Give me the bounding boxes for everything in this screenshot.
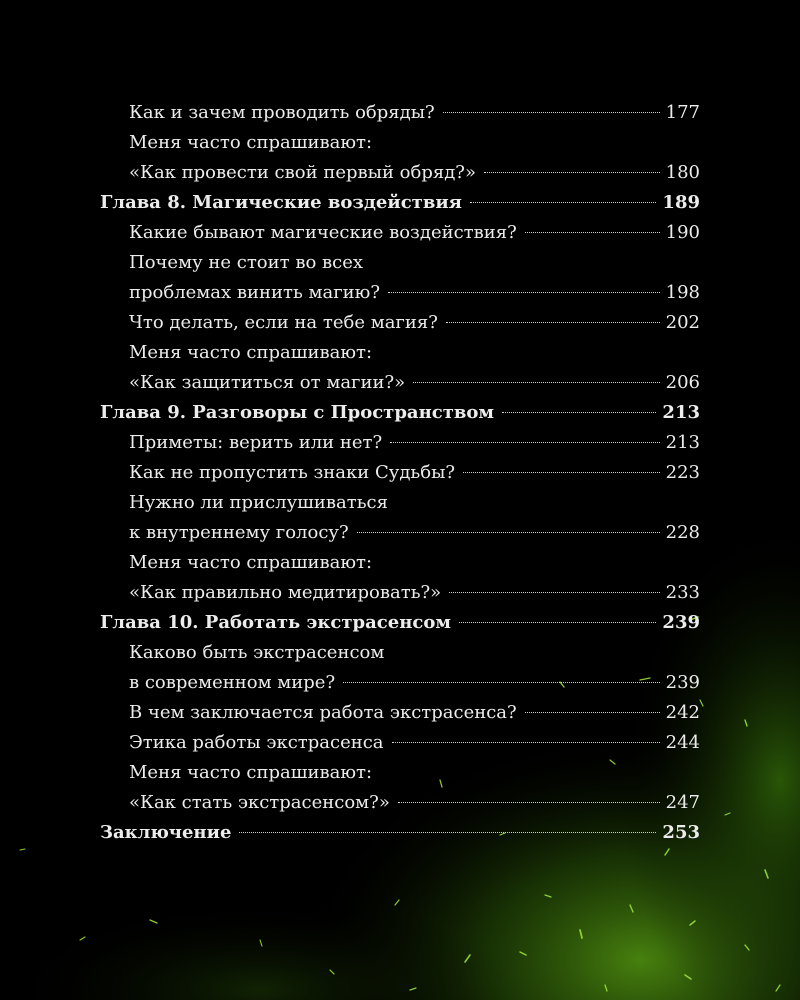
toc-entry-row [100, 128, 700, 158]
dot-leader [446, 322, 660, 323]
toc-entry-row [100, 428, 700, 458]
toc-entry-row [100, 488, 700, 518]
entry-title: «Как защититься от магии?» [129, 372, 406, 393]
entry-title: Нужно ли прислушиваться [129, 492, 388, 513]
toc-entry-row [100, 338, 700, 368]
dot-leader [388, 292, 660, 293]
entry-title: Приметы: верить или нет? [129, 432, 383, 453]
page-number: 177 [665, 102, 700, 123]
page-number: 213 [665, 432, 700, 453]
dot-leader [357, 532, 660, 533]
entry-title: «Как правильно медитировать?» [129, 582, 442, 603]
entry-title: Как и зачем проводить обряды? [129, 102, 435, 123]
page-number: 189 [662, 192, 700, 213]
entry-title: Какие бывают магические воздействия? [129, 222, 517, 243]
toc-entry-row [100, 728, 700, 758]
toc-entry-row [100, 248, 700, 278]
page-number: 242 [665, 702, 700, 723]
dot-leader [525, 232, 660, 233]
page-number: 253 [662, 822, 700, 843]
toc-entry-row [100, 548, 700, 578]
entry-title: В чем заключается работа экстрасенса? [129, 702, 517, 723]
toc-chapter-row [100, 188, 700, 218]
toc-entry-row [100, 518, 700, 548]
dot-leader [392, 742, 660, 743]
entry-title: Как не пропустить знаки Судьбы? [129, 462, 456, 483]
page-number: 190 [665, 222, 700, 243]
chapter-title: Заключение [100, 822, 232, 843]
dot-leader [443, 112, 660, 113]
page-number: 180 [665, 162, 700, 183]
entry-title: Меня часто спрашивают: [129, 552, 373, 573]
toc-chapter-row [100, 398, 700, 428]
entry-title: к внутреннему голосу? [129, 522, 349, 543]
dot-leader [459, 622, 656, 623]
page-number: 223 [665, 462, 700, 483]
page-number: 202 [665, 312, 700, 333]
entry-title: Меня часто спрашивают: [129, 342, 373, 363]
dot-leader [390, 442, 660, 443]
dot-leader [525, 712, 660, 713]
entry-title: Меня часто спрашивают: [129, 132, 373, 153]
entry-title: Почему не стоит во всех [129, 252, 364, 273]
toc-chapter-row [100, 608, 700, 638]
toc-entry-row [100, 638, 700, 668]
toc-chapter-row [100, 818, 700, 848]
entry-title: «Как провести свой первый обряд?» [129, 162, 476, 183]
entry-title: в современном мире? [129, 672, 336, 693]
dot-leader [239, 832, 656, 833]
toc-entry-row [100, 788, 700, 818]
toc-entry-row [100, 758, 700, 788]
toc-entry-row [100, 368, 700, 398]
chapter-title: Глава 10. Работать экстрасенсом [100, 612, 451, 633]
chapter-title: Глава 9. Разговоры с Пространством [100, 402, 495, 423]
toc-entry-row [100, 578, 700, 608]
dot-leader [398, 802, 660, 803]
toc-entry-row [100, 98, 700, 128]
page-number: 206 [665, 372, 700, 393]
page-number: 247 [665, 792, 700, 813]
entry-title: Каково быть экстрасенсом [129, 642, 385, 663]
page-number: 233 [665, 582, 700, 603]
page-number: 239 [665, 672, 700, 693]
toc-entry-row [100, 218, 700, 248]
toc-entry-row [100, 158, 700, 188]
page-number: 239 [662, 612, 700, 633]
entry-title: Что делать, если на тебе магия? [129, 312, 438, 333]
page-number: 244 [665, 732, 700, 753]
toc-entry-row [100, 698, 700, 728]
toc-entry-row [100, 458, 700, 488]
dot-leader [502, 412, 656, 413]
page-number: 228 [665, 522, 700, 543]
dot-leader [470, 202, 656, 203]
entry-title: проблемах винить магию? [129, 282, 380, 303]
page-number: 213 [662, 402, 700, 423]
toc-entry-row [100, 308, 700, 338]
table-of-contents [100, 98, 700, 848]
dot-leader [484, 172, 660, 173]
dot-leader [413, 382, 660, 383]
entry-title: Этика работы экстрасенса [129, 732, 384, 753]
chapter-title: Глава 8. Магические воздействия [100, 192, 462, 213]
toc-entry-row [100, 668, 700, 698]
toc-entry-row [100, 278, 700, 308]
dot-leader [463, 472, 660, 473]
page-number: 198 [665, 282, 700, 303]
dot-leader [449, 592, 659, 593]
dot-leader [343, 682, 660, 683]
entry-title: Меня часто спрашивают: [129, 762, 373, 783]
entry-title: «Как стать экстрасенсом?» [129, 792, 390, 813]
